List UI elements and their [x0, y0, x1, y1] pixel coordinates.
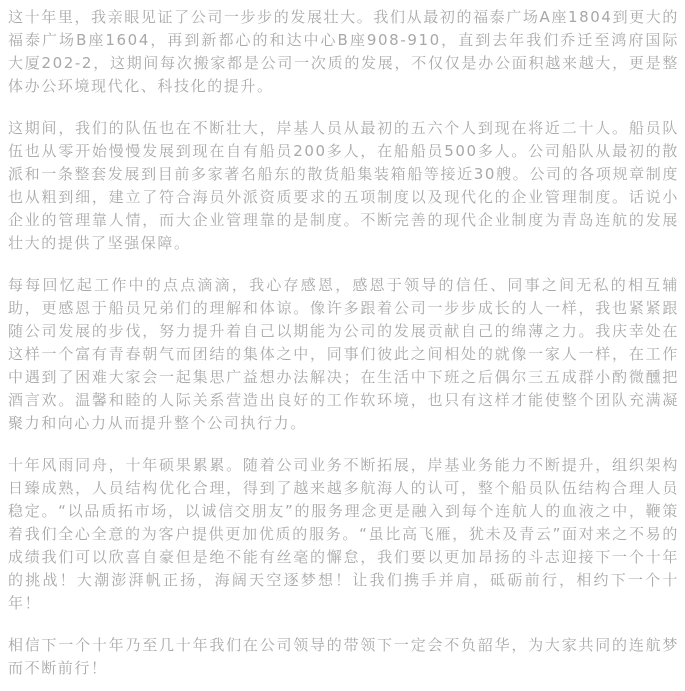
essay-paragraph-3: 每每回忆起工作中的点点滴滴，我心存感恩，感恩于领导的信任、同事之间无私的相互辅助，更感恩于船员兄弟们的理解和体谅。像许多跟着公司一步步成长的人一样，我也紧紧跟随公司发展的步伐，努力提升着自己以期能为公司的发展贡献自己的绵薄之力。我庆幸处在这样一个富有青春朝气而团结的集体之中，同事们彼此之间相处的就像一家人一样，在工作中遇到了困难大家会一起集思广益想办法解决；在生活中下班之后偶尔三五成群小酌微醺把酒言欢。温馨和睦的人际关系营造出良好的工作软环境，也只有这样才能使整个团队充满凝聚力和向心力从而提升整个公司执行力。	[8, 276, 679, 432]
essay-paragraph-2: 这期间，我们的队伍也在不断壮大，岸基人员从最初的五六个人到现在将近二十人。船员队伍也从零开始慢慢发展到现在自有船员200多人，在船船员500多人。公司船队从最初的散派和一条整套发展到目前多家著名船东的散货船集装箱船等接近30艘。公司的各项规章制度也从粗到细，建立了符合海员外派资质要求的五项制度以及现代化的企业管理制度。话说小企业的管理靠人情，而大企业管理靠的是制度。不断完善的现代企业制度为青岛连航的发展壮大的提供了坚强保障。	[8, 119, 679, 252]
essay-paragraph-1: 这十年里，我亲眼见证了公司一步步的发展壮大。我们从最初的福泰广场A座1804到更大的福泰广场B座1604，再到新都心的和达中心B座908-910，直到去年我们乔迁至鸿府国际大厦202-2，这期间每次搬家都是公司一次质的发展，不仅仅是办公面积越来越大，更是整体办公环境现代化、科技化的提升。	[8, 8, 679, 95]
essay-paragraph-4: 十年风雨同舟，十年硕果累累。随着公司业务不断拓展，岸基业务能力不断提升，组织架构日臻成熟，人员结构优化合理，得到了越来越多航海人的认可，整个船员队伍结构合理人员稳定。“以品质拓市场，以诚信交朋友”的服务理念更是融入到每个连航人的血液之中，鞭策着我们全心全意的为客户提供更加优质的服务。“虽比高飞雁，犹未及青云”面对来之不易的成绩我们可以欣喜自豪但是绝不能有丝毫的懈怠，我们要以更加昂扬的斗志迎接下一个十年的挑战！大潮澎湃帆正扬，海阔天空逐梦想！让我们携手并肩，砥砺前行，相约下一个十年！	[8, 456, 679, 612]
essay-paragraph-5: 相信下一个十年乃至几十年我们在公司领导的带领下一定会不负韶华，为大家共同的连航梦而不断前行！	[8, 636, 679, 677]
